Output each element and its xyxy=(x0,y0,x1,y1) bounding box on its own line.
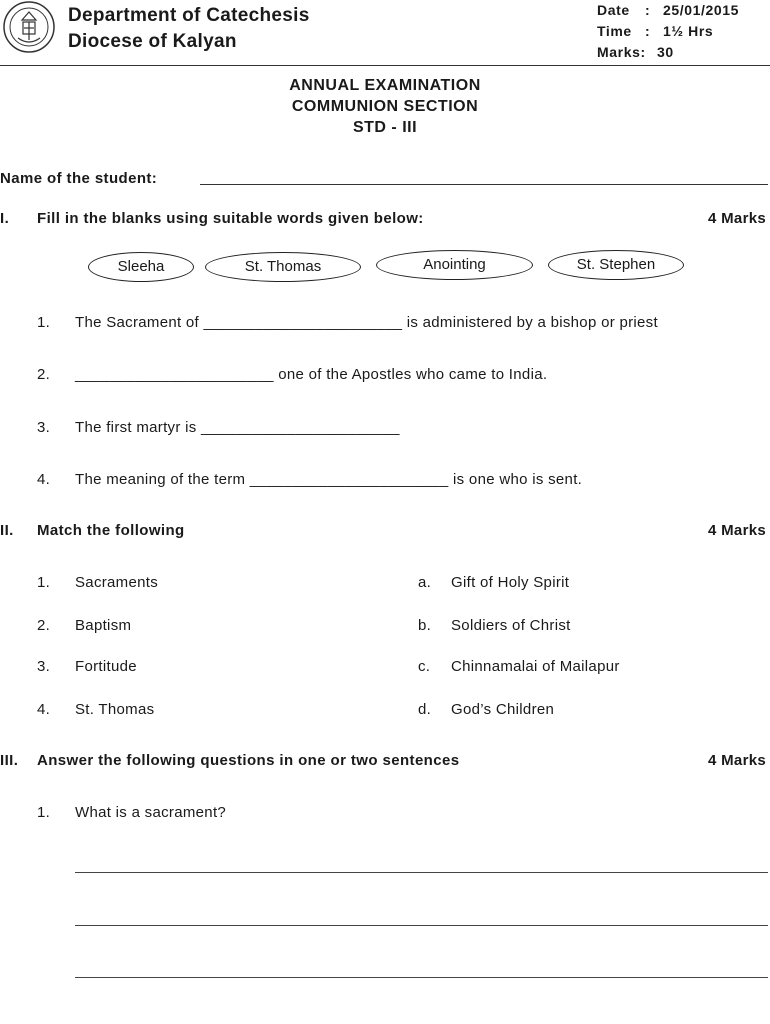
answer-line[interactable] xyxy=(75,977,768,978)
match-left-number: 4. xyxy=(37,701,51,718)
section-3-title: Answer the following questions in one or two sentences xyxy=(37,752,460,769)
match-left-item: Baptism xyxy=(75,617,132,634)
match-right-letter: b. xyxy=(418,617,432,634)
fill-blank-question: The meaning of the term _______________________ is one who is sent. xyxy=(75,471,583,488)
time-colon: : xyxy=(645,23,651,39)
exam-standard: STD - III xyxy=(352,119,418,136)
match-right-item: Chinnamalai of Mailapur xyxy=(451,658,620,675)
section-3-heading xyxy=(0,752,459,769)
match-left-item: Fortitude xyxy=(75,658,137,675)
word-option: Sleeha xyxy=(88,252,194,282)
match-left-number: 1. xyxy=(37,574,51,591)
student-name-field[interactable] xyxy=(200,184,768,185)
diocese-seal-logo xyxy=(2,0,56,54)
time-value: 1½ Hrs xyxy=(663,23,714,39)
match-right-item: Soldiers of Christ xyxy=(451,617,571,634)
section-3-marks: 4 Marks xyxy=(708,752,766,769)
student-name-label: Name of the student: xyxy=(0,170,158,187)
exam-section: COMMUNION SECTION xyxy=(291,98,479,115)
date-colon: : xyxy=(645,2,651,18)
question-number: 1. xyxy=(37,804,51,821)
marks-row xyxy=(597,42,739,63)
time-label: Time xyxy=(597,23,632,39)
section-1-title: Fill in the blanks using suitable words given below: xyxy=(37,210,424,227)
fill-blank-question: _______________________ one of the Apostles who came to India. xyxy=(75,366,548,383)
section-2-title: Match the following xyxy=(37,522,185,539)
time-row xyxy=(597,21,739,42)
match-left-item: Sacraments xyxy=(75,574,159,591)
match-right-letter: c. xyxy=(418,658,431,675)
exam-meta xyxy=(597,0,739,63)
question-number: 1. xyxy=(37,314,51,331)
marks-label: Marks: xyxy=(597,44,646,60)
section-3-number: III. xyxy=(0,752,19,769)
department-name: Department of Catechesis xyxy=(68,5,310,26)
section-2-heading xyxy=(0,522,185,539)
word-option: Anointing xyxy=(376,250,533,280)
answer-line[interactable] xyxy=(75,925,768,926)
match-right-item: God’s Children xyxy=(451,701,555,718)
section-2-marks: 4 Marks xyxy=(708,522,766,539)
date-row xyxy=(597,0,739,21)
date-label: Date xyxy=(597,2,630,18)
match-left-number: 2. xyxy=(37,617,51,634)
question-number: 2. xyxy=(37,366,51,383)
question-number: 3. xyxy=(37,419,51,436)
header-divider xyxy=(0,65,770,66)
fill-blank-question: The first martyr is _______________________ xyxy=(75,419,400,436)
match-right-letter: a. xyxy=(418,574,432,591)
section-1-number: I. xyxy=(0,210,10,227)
date-value: 25/01/2015 xyxy=(663,2,740,18)
section-2-number: II. xyxy=(0,522,14,539)
short-answer-question: What is a sacrament? xyxy=(75,804,227,821)
question-number: 4. xyxy=(37,471,51,488)
fill-blank-question: The Sacrament of _______________________ is administered by a bishop or priest xyxy=(75,314,658,331)
section-1-heading xyxy=(0,210,424,227)
word-option: St. Stephen xyxy=(548,250,684,280)
exam-title: ANNUAL EXAMINATION xyxy=(289,77,481,94)
word-option: St. Thomas xyxy=(205,252,361,282)
match-right-letter: d. xyxy=(418,701,432,718)
department-title xyxy=(68,3,310,55)
diocese-name: Diocese of Kalyan xyxy=(68,31,237,52)
section-1-marks: 4 Marks xyxy=(708,210,766,227)
match-left-number: 3. xyxy=(37,658,51,675)
match-left-item: St. Thomas xyxy=(75,701,155,718)
marks-value: 30 xyxy=(657,44,674,60)
answer-line[interactable] xyxy=(75,872,768,873)
match-right-item: Gift of Holy Spirit xyxy=(451,574,570,591)
